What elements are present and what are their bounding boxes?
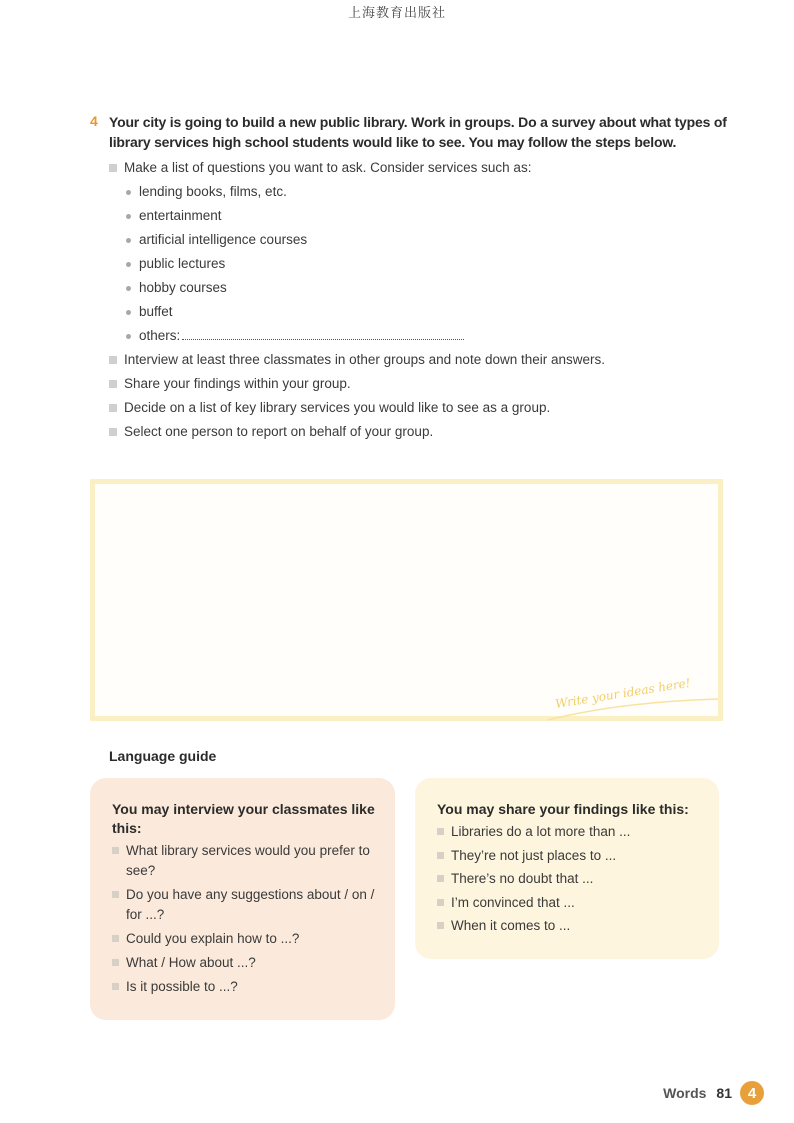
phrase-item bbox=[437, 822, 699, 842]
step-item bbox=[109, 372, 730, 396]
service-bullets bbox=[124, 180, 730, 348]
bullet-item bbox=[124, 252, 730, 276]
bullet-text: others: bbox=[139, 328, 181, 343]
square-bullet-icon bbox=[109, 356, 117, 364]
square-bullet-icon bbox=[437, 899, 444, 906]
bullet-item bbox=[124, 204, 730, 228]
share-phrase-list bbox=[437, 822, 699, 936]
bullet-item-others bbox=[124, 324, 730, 348]
task-number: 4 bbox=[90, 113, 98, 129]
phrase-item bbox=[112, 953, 375, 973]
square-bullet-icon bbox=[437, 852, 444, 859]
task-prompt: Your city is going to build a new public library. Work in groups. Do a survey about what types of library services high school students would like to see. You may follow the steps below. bbox=[109, 114, 727, 150]
language-guide-title: Language guide bbox=[109, 748, 217, 764]
phrase-item bbox=[437, 916, 699, 936]
card-title: You may share your findings like this: bbox=[437, 801, 689, 817]
dot-bullet-icon bbox=[126, 334, 131, 339]
unit-badge: 4 bbox=[740, 1081, 764, 1105]
others-fill-in-line[interactable] bbox=[182, 327, 464, 340]
phrase-text: What / How about ...? bbox=[126, 955, 256, 970]
step-item bbox=[109, 156, 730, 348]
bullet-text: entertainment bbox=[139, 208, 222, 223]
phrase-text: There’s no doubt that ... bbox=[451, 871, 594, 886]
steps-list bbox=[109, 156, 730, 444]
square-bullet-icon bbox=[112, 935, 119, 942]
square-bullet-icon bbox=[109, 380, 117, 388]
square-bullet-icon bbox=[112, 959, 119, 966]
phrase-item bbox=[437, 846, 699, 866]
square-bullet-icon bbox=[112, 983, 119, 990]
step-item bbox=[109, 420, 730, 444]
phrase-item bbox=[112, 929, 375, 949]
square-bullet-icon bbox=[112, 847, 119, 854]
step-text: Select one person to report on behalf of your group. bbox=[124, 424, 434, 439]
phrase-text: Libraries do a lot more than ... bbox=[451, 824, 631, 839]
dot-bullet-icon bbox=[126, 190, 131, 195]
bullet-text: artificial intelligence courses bbox=[139, 232, 308, 247]
step-text: Interview at least three classmates in other groups and note down their answers. bbox=[124, 352, 606, 367]
phrase-text: Do you have any suggestions about / on / for ...? bbox=[126, 887, 375, 922]
step-item bbox=[109, 348, 730, 372]
step-text: Share your findings within your group. bbox=[124, 376, 351, 391]
step-text: Make a list of questions you want to ask. Consider services such as: bbox=[124, 160, 532, 175]
bullet-text: buffet bbox=[139, 304, 173, 319]
phrase-text: I’m convinced that ... bbox=[451, 894, 575, 910]
share-findings-card bbox=[415, 778, 719, 959]
interview-phrase-list bbox=[112, 841, 375, 997]
phrase-text: When it comes to ... bbox=[451, 918, 571, 933]
square-bullet-icon bbox=[437, 875, 444, 882]
write-hint-graphic bbox=[540, 668, 725, 726]
page-number: 81 bbox=[716, 1085, 732, 1101]
task-section bbox=[90, 112, 730, 444]
bullet-text: public lectures bbox=[139, 256, 226, 271]
phrase-text: They’re not just places to ... bbox=[451, 847, 617, 863]
phrase-item bbox=[437, 893, 699, 913]
bullet-item bbox=[124, 228, 730, 252]
dot-bullet-icon bbox=[126, 310, 131, 315]
phrase-item bbox=[437, 869, 699, 889]
dot-bullet-icon bbox=[126, 238, 131, 243]
bullet-item bbox=[124, 180, 730, 204]
step-text: Decide on a list of key library services you would like to see as a group. bbox=[124, 400, 551, 415]
card-title: You may interview your classmates like this: bbox=[112, 801, 375, 836]
square-bullet-icon bbox=[109, 404, 117, 412]
dot-bullet-icon bbox=[126, 214, 131, 219]
phrase-item bbox=[112, 885, 375, 925]
phrase-text: Is it possible to ...? bbox=[126, 979, 238, 994]
bullet-item bbox=[124, 300, 730, 324]
interview-phrases-card bbox=[90, 778, 395, 1020]
square-bullet-icon bbox=[109, 428, 117, 436]
step-item bbox=[109, 396, 730, 420]
bullet-item bbox=[124, 276, 730, 300]
bullet-text: hobby courses bbox=[139, 280, 227, 295]
square-bullet-icon bbox=[437, 922, 444, 929]
phrase-item bbox=[112, 977, 375, 997]
dot-bullet-icon bbox=[126, 286, 131, 291]
square-bullet-icon bbox=[437, 828, 444, 835]
bullet-text: lending books, films, etc. bbox=[139, 184, 287, 199]
phrase-item bbox=[112, 841, 375, 881]
footer-section-name: Words bbox=[663, 1085, 707, 1101]
square-bullet-icon bbox=[109, 164, 117, 172]
phrase-text: What library services would you prefer to see? bbox=[126, 843, 370, 878]
publisher-header: 上海教育出版社 bbox=[347, 6, 446, 21]
write-hint-text: Write your ideas here! bbox=[554, 675, 692, 711]
page-footer bbox=[663, 1080, 764, 1106]
square-bullet-icon bbox=[112, 891, 119, 898]
phrase-text: Could you explain how to ...? bbox=[126, 931, 300, 946]
dot-bullet-icon bbox=[126, 262, 131, 267]
